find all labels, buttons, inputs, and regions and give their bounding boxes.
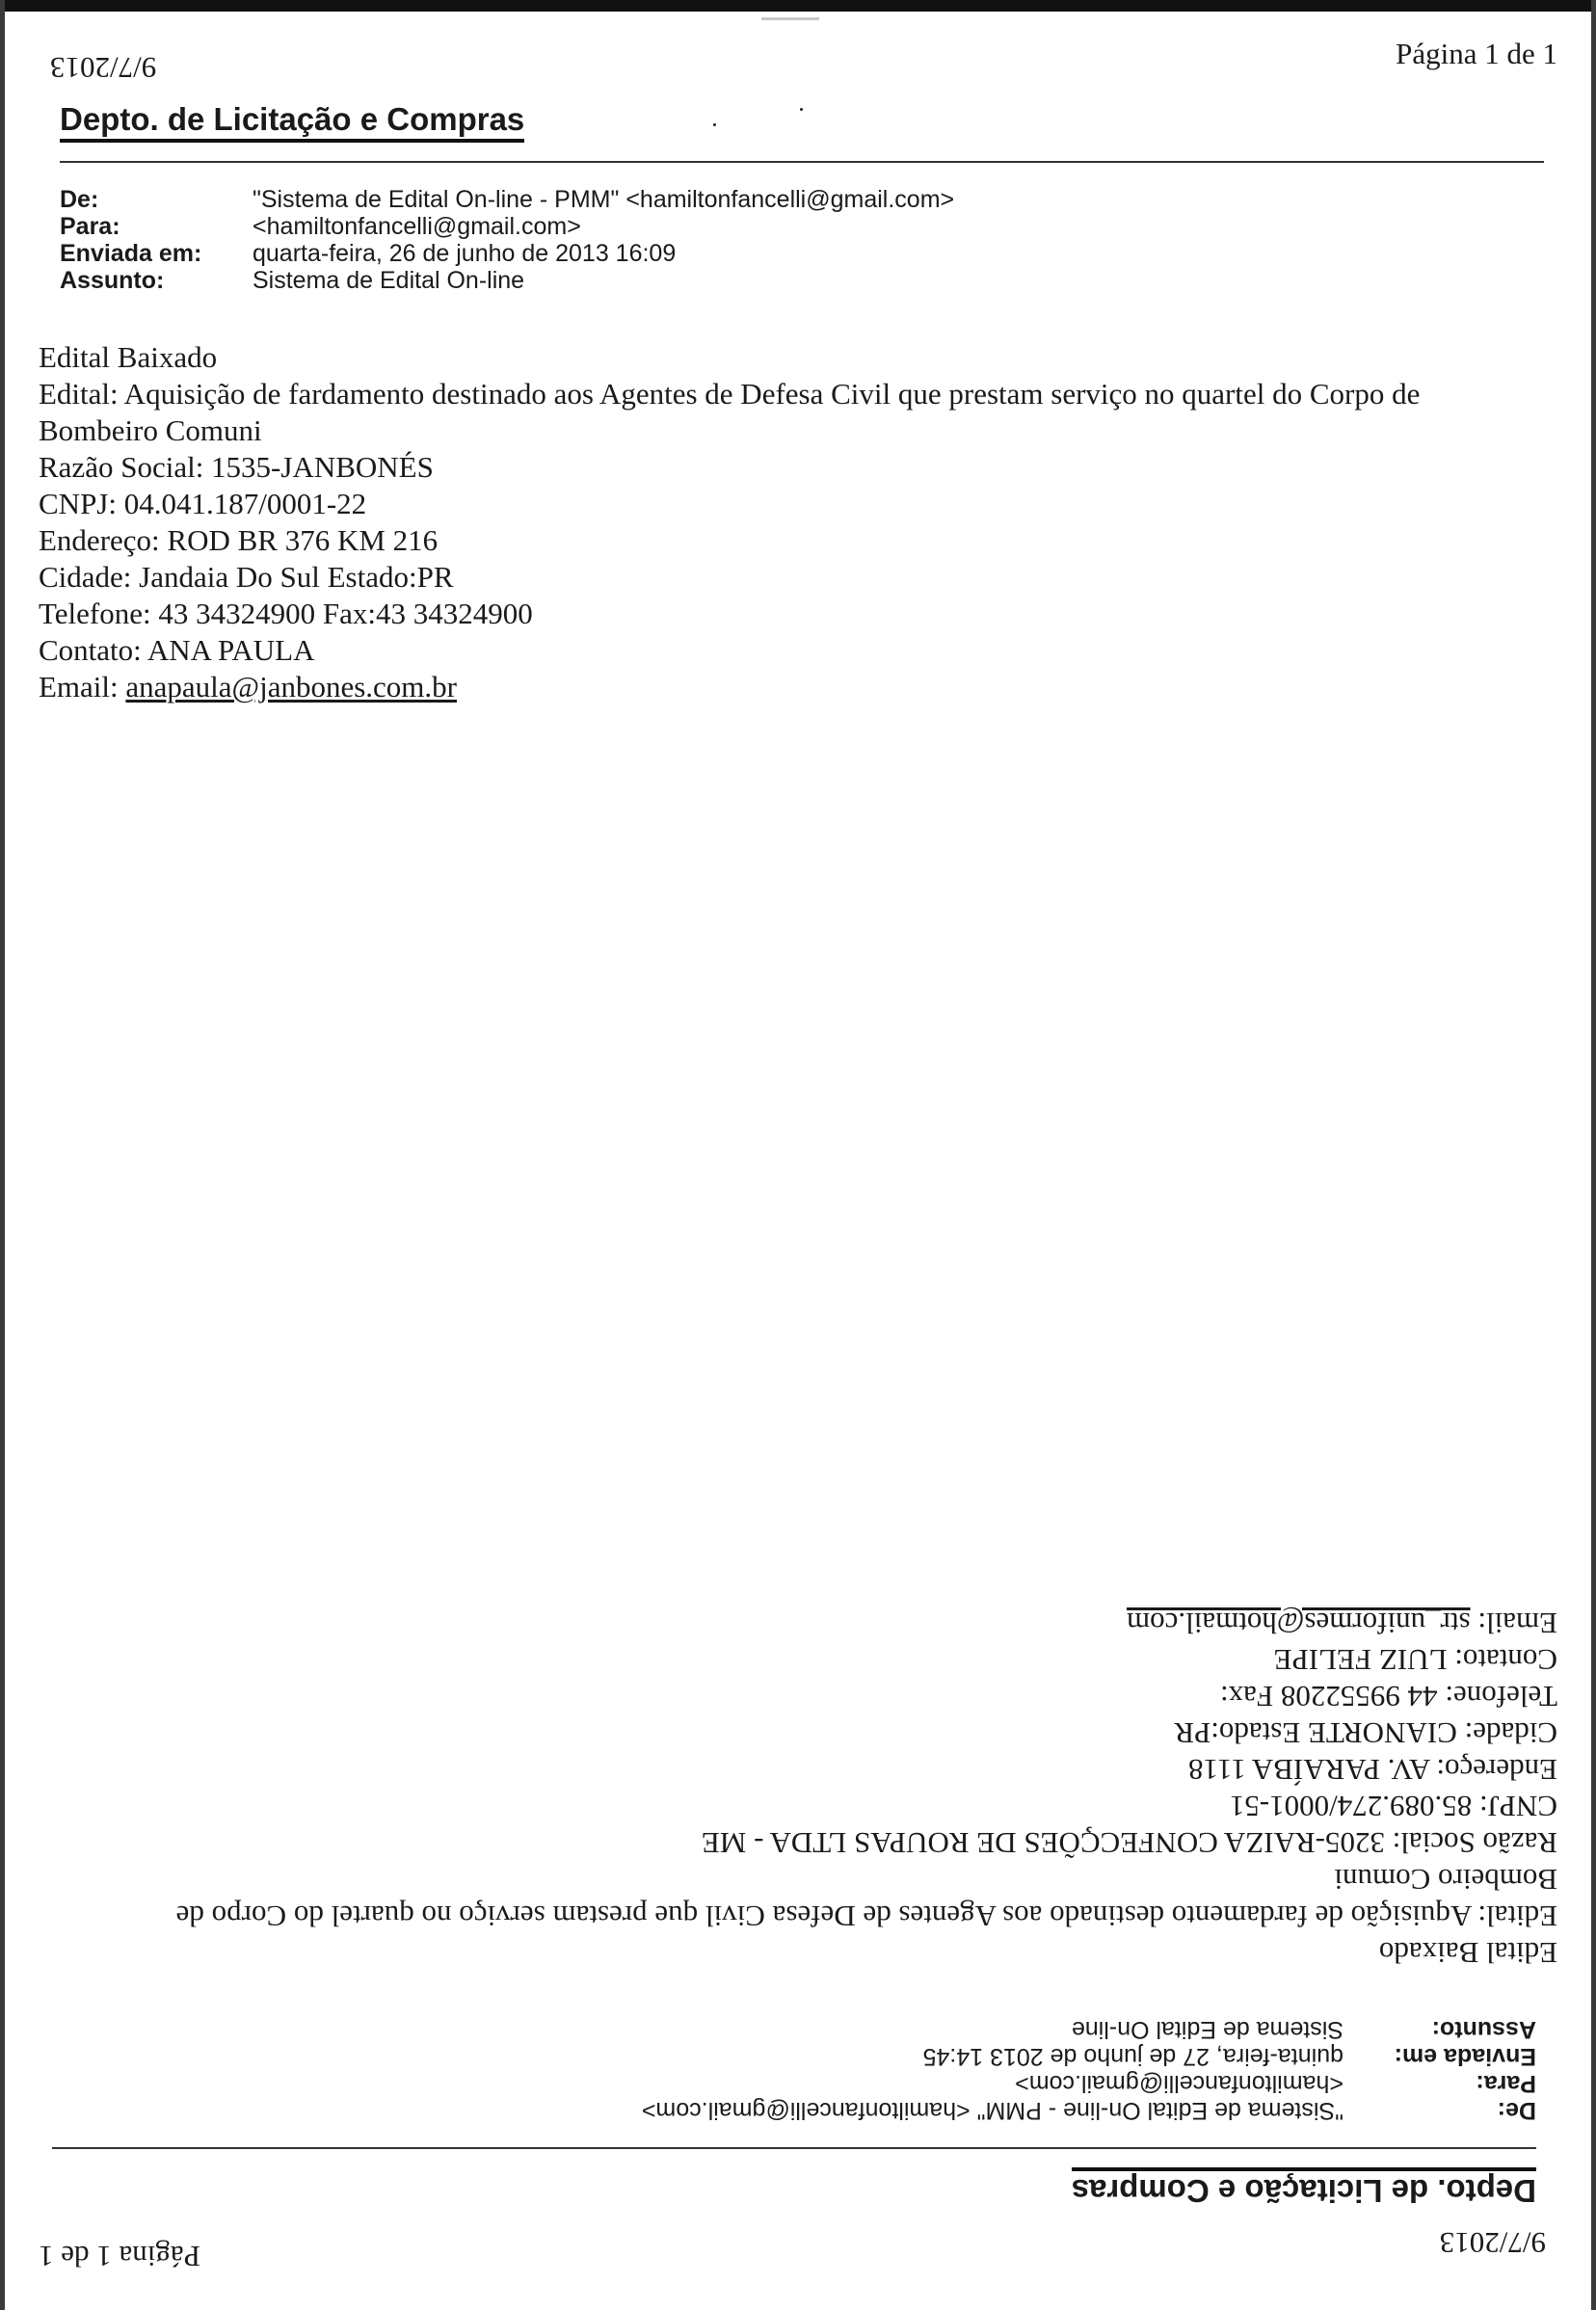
- status-line: Edital Baixado: [39, 340, 218, 374]
- email-line: [39, 669, 1561, 705]
- email-label: Email:: [1470, 1606, 1557, 1640]
- print-date: 9/7/2013: [1439, 2226, 1546, 2260]
- email-body: [39, 339, 1561, 705]
- page-number: Página 1 de 1: [1396, 37, 1557, 70]
- email-link[interactable]: anapaula@janbones.com.br: [125, 670, 457, 704]
- header-subject: [642, 2016, 1536, 2043]
- header-label: Enviada em:: [1394, 2043, 1536, 2070]
- header-value: quarta-feira, 26 de junho de 2013 16:09: [253, 240, 677, 267]
- header-subject: [60, 267, 954, 294]
- header-value: <hamiltonfancelli@gmail.com>: [253, 213, 581, 240]
- header-to: [60, 213, 954, 240]
- header-value: quinta-feira, 27 de junho de 2013 14:45: [922, 2043, 1343, 2070]
- contato: Contato: ANA PAULA: [39, 633, 315, 667]
- razao-social: Razão Social: 3205-RAIZA CONFECÇÕES DE ROUPAS LTDA - ME: [701, 1826, 1557, 1860]
- department-title: Depto. de Licitação e Compras: [1072, 2167, 1536, 2208]
- header-label: Assunto:: [60, 267, 165, 294]
- header-from: [60, 186, 954, 213]
- email-printout-bottom: [0, 1155, 1596, 2310]
- razao-social: Razão Social: 1535-JANBONÉS: [39, 450, 434, 484]
- page-number: Página 1 de 1: [39, 2240, 200, 2273]
- edital-line-cont: Bombeiro Comuni: [1334, 1863, 1557, 1897]
- header-sent: [60, 240, 954, 267]
- cidade: Cidade: Jandaia Do Sul Estado:PR: [39, 560, 454, 594]
- header-label: Enviada em:: [60, 240, 202, 267]
- email-headers: [60, 186, 954, 294]
- header-label: Assunto:: [1431, 2016, 1536, 2043]
- email-line: [35, 1605, 1557, 1641]
- contato: Contato: LUIZ FELIPE: [1273, 1643, 1557, 1677]
- cnpj: CNPJ: 85.089.274/0001-51: [1229, 1790, 1557, 1823]
- email-headers: [642, 2016, 1536, 2124]
- edital-line: Edital: Aquisição de fardamento destinado aos Agentes de Defesa Civil que prestam serviço no quartel do Corpo de: [39, 377, 1421, 411]
- header-from: [642, 2097, 1536, 2124]
- header-value: "Sistema de Edital On-line - PMM" <hamiltonfancelli@gmail.com>: [253, 186, 955, 213]
- scan-speck: [800, 108, 803, 111]
- header-value: Sistema de Edital On-line: [253, 267, 525, 294]
- edital-line-cont: Bombeiro Comuni: [39, 413, 262, 447]
- header-label: De:: [60, 186, 99, 213]
- header-value: Sistema de Edital On-line: [1071, 2016, 1343, 2043]
- header-to: [642, 2070, 1536, 2097]
- header-label: Para:: [60, 213, 120, 240]
- email-label: Email:: [39, 670, 126, 704]
- endereco: Endereço: ROD BR 376 KM 216: [39, 523, 439, 557]
- email-body: [35, 1605, 1557, 1971]
- telefone: Telefone: 43 34324900 Fax:43 34324900: [39, 597, 533, 630]
- header-divider: [52, 2147, 1536, 2149]
- header-label: Para:: [1476, 2070, 1536, 2097]
- header-label: De:: [1497, 2097, 1536, 2124]
- header-value: "Sistema de Edital On-line - PMM" <hamiltonfancelli@gmail.com>: [641, 2097, 1343, 2124]
- header-divider: [60, 161, 1544, 163]
- cnpj: CNPJ: 04.041.187/0001-22: [39, 487, 367, 520]
- endereco: Endereço: AV. PARAÍBA 1118: [1188, 1753, 1557, 1787]
- scan-speck: [713, 123, 716, 126]
- edital-line: Edital: Aquisição de fardamento destinado aos Agentes de Defesa Civil que prestam serviço no quartel do Corpo de: [175, 1899, 1557, 1933]
- print-date: 9/7/2013: [50, 51, 157, 85]
- cidade: Cidade: CIANORTE Estado:PR: [1174, 1716, 1557, 1750]
- telefone: Telefone: 44 99552208 Fax:: [1220, 1680, 1557, 1713]
- header-sent: [642, 2043, 1536, 2070]
- status-line: Edital Baixado: [1378, 1936, 1557, 1970]
- header-value: <hamiltonfancelli@gmail.com>: [1015, 2070, 1343, 2097]
- email-link[interactable]: str_uniformes@hotmail.com: [1127, 1606, 1471, 1640]
- department-title: Depto. de Licitação e Compras: [60, 102, 524, 143]
